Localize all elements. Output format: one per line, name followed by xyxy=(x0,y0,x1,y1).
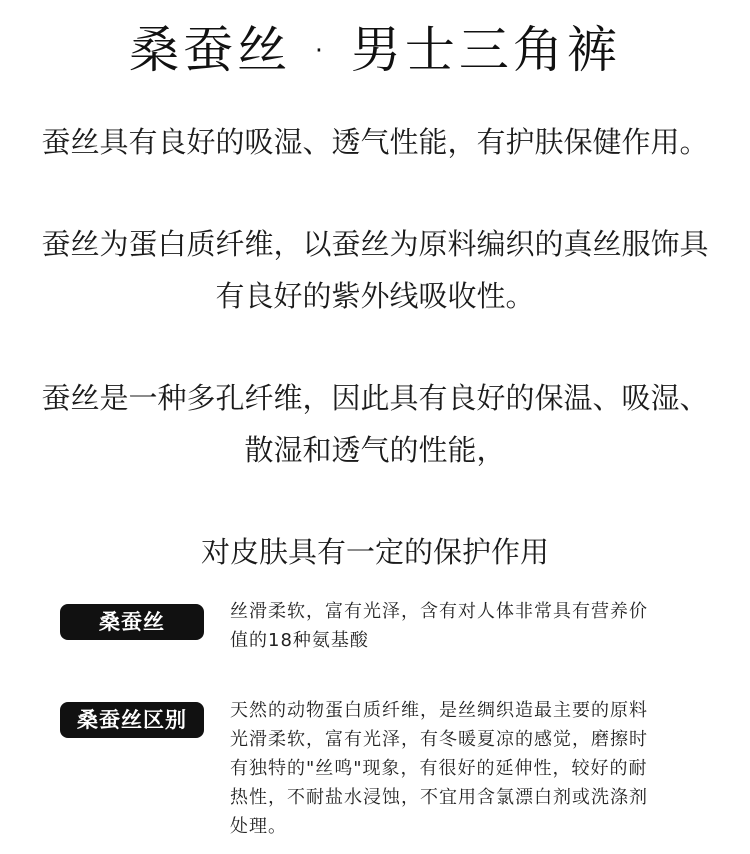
description-line: 热性，不耐盐水浸蚀，不宜用含氯漂白剂或洗涤剂 xyxy=(230,787,648,808)
intro-paragraph-1: 蚕丝具有良好的吸湿、透气性能，有护肤保健作用。 xyxy=(41,125,709,159)
feature-badge-silk-difference: 桑蚕丝区别 xyxy=(60,702,204,738)
intro-paragraph-4: 对皮肤具有一定的保护作用 xyxy=(200,535,549,569)
feature-badge-silk: 桑蚕丝 xyxy=(60,604,204,640)
feature-description-silk xyxy=(230,597,700,655)
page-title: 桑蚕丝 · 男士三角裤 xyxy=(129,21,621,79)
description-line: 处理。 xyxy=(230,816,287,837)
intro-paragraph-2-line-2: 有良好的紫外线吸收性。 xyxy=(215,279,535,313)
intro-paragraph-3-line-1: 蚕丝是一种多孔纤维，因此具有良好的保温、吸湿、 xyxy=(41,381,709,415)
description-line: 丝滑柔软，富有光泽，含有对人体非常具有营养价 xyxy=(230,601,648,622)
description-line: 值的18种氨基酸 xyxy=(230,630,369,651)
intro-paragraph-3-line-2: 散湿和透气的性能， xyxy=(244,433,506,467)
intro-paragraph-2-line-1: 蚕丝为蛋白质纤维，以蚕丝为原料编织的真丝服饰具 xyxy=(41,227,709,261)
description-line: 有独特的"丝鸣"现象，有很好的延伸性，较好的耐 xyxy=(230,758,648,779)
feature-description-silk-difference xyxy=(230,696,700,841)
description-line: 天然的动物蛋白质纤维，是丝绸织造最主要的原料 xyxy=(230,700,648,721)
description-line: 光滑柔软，富有光泽，有冬暖夏凉的感觉，磨擦时 xyxy=(230,729,648,750)
